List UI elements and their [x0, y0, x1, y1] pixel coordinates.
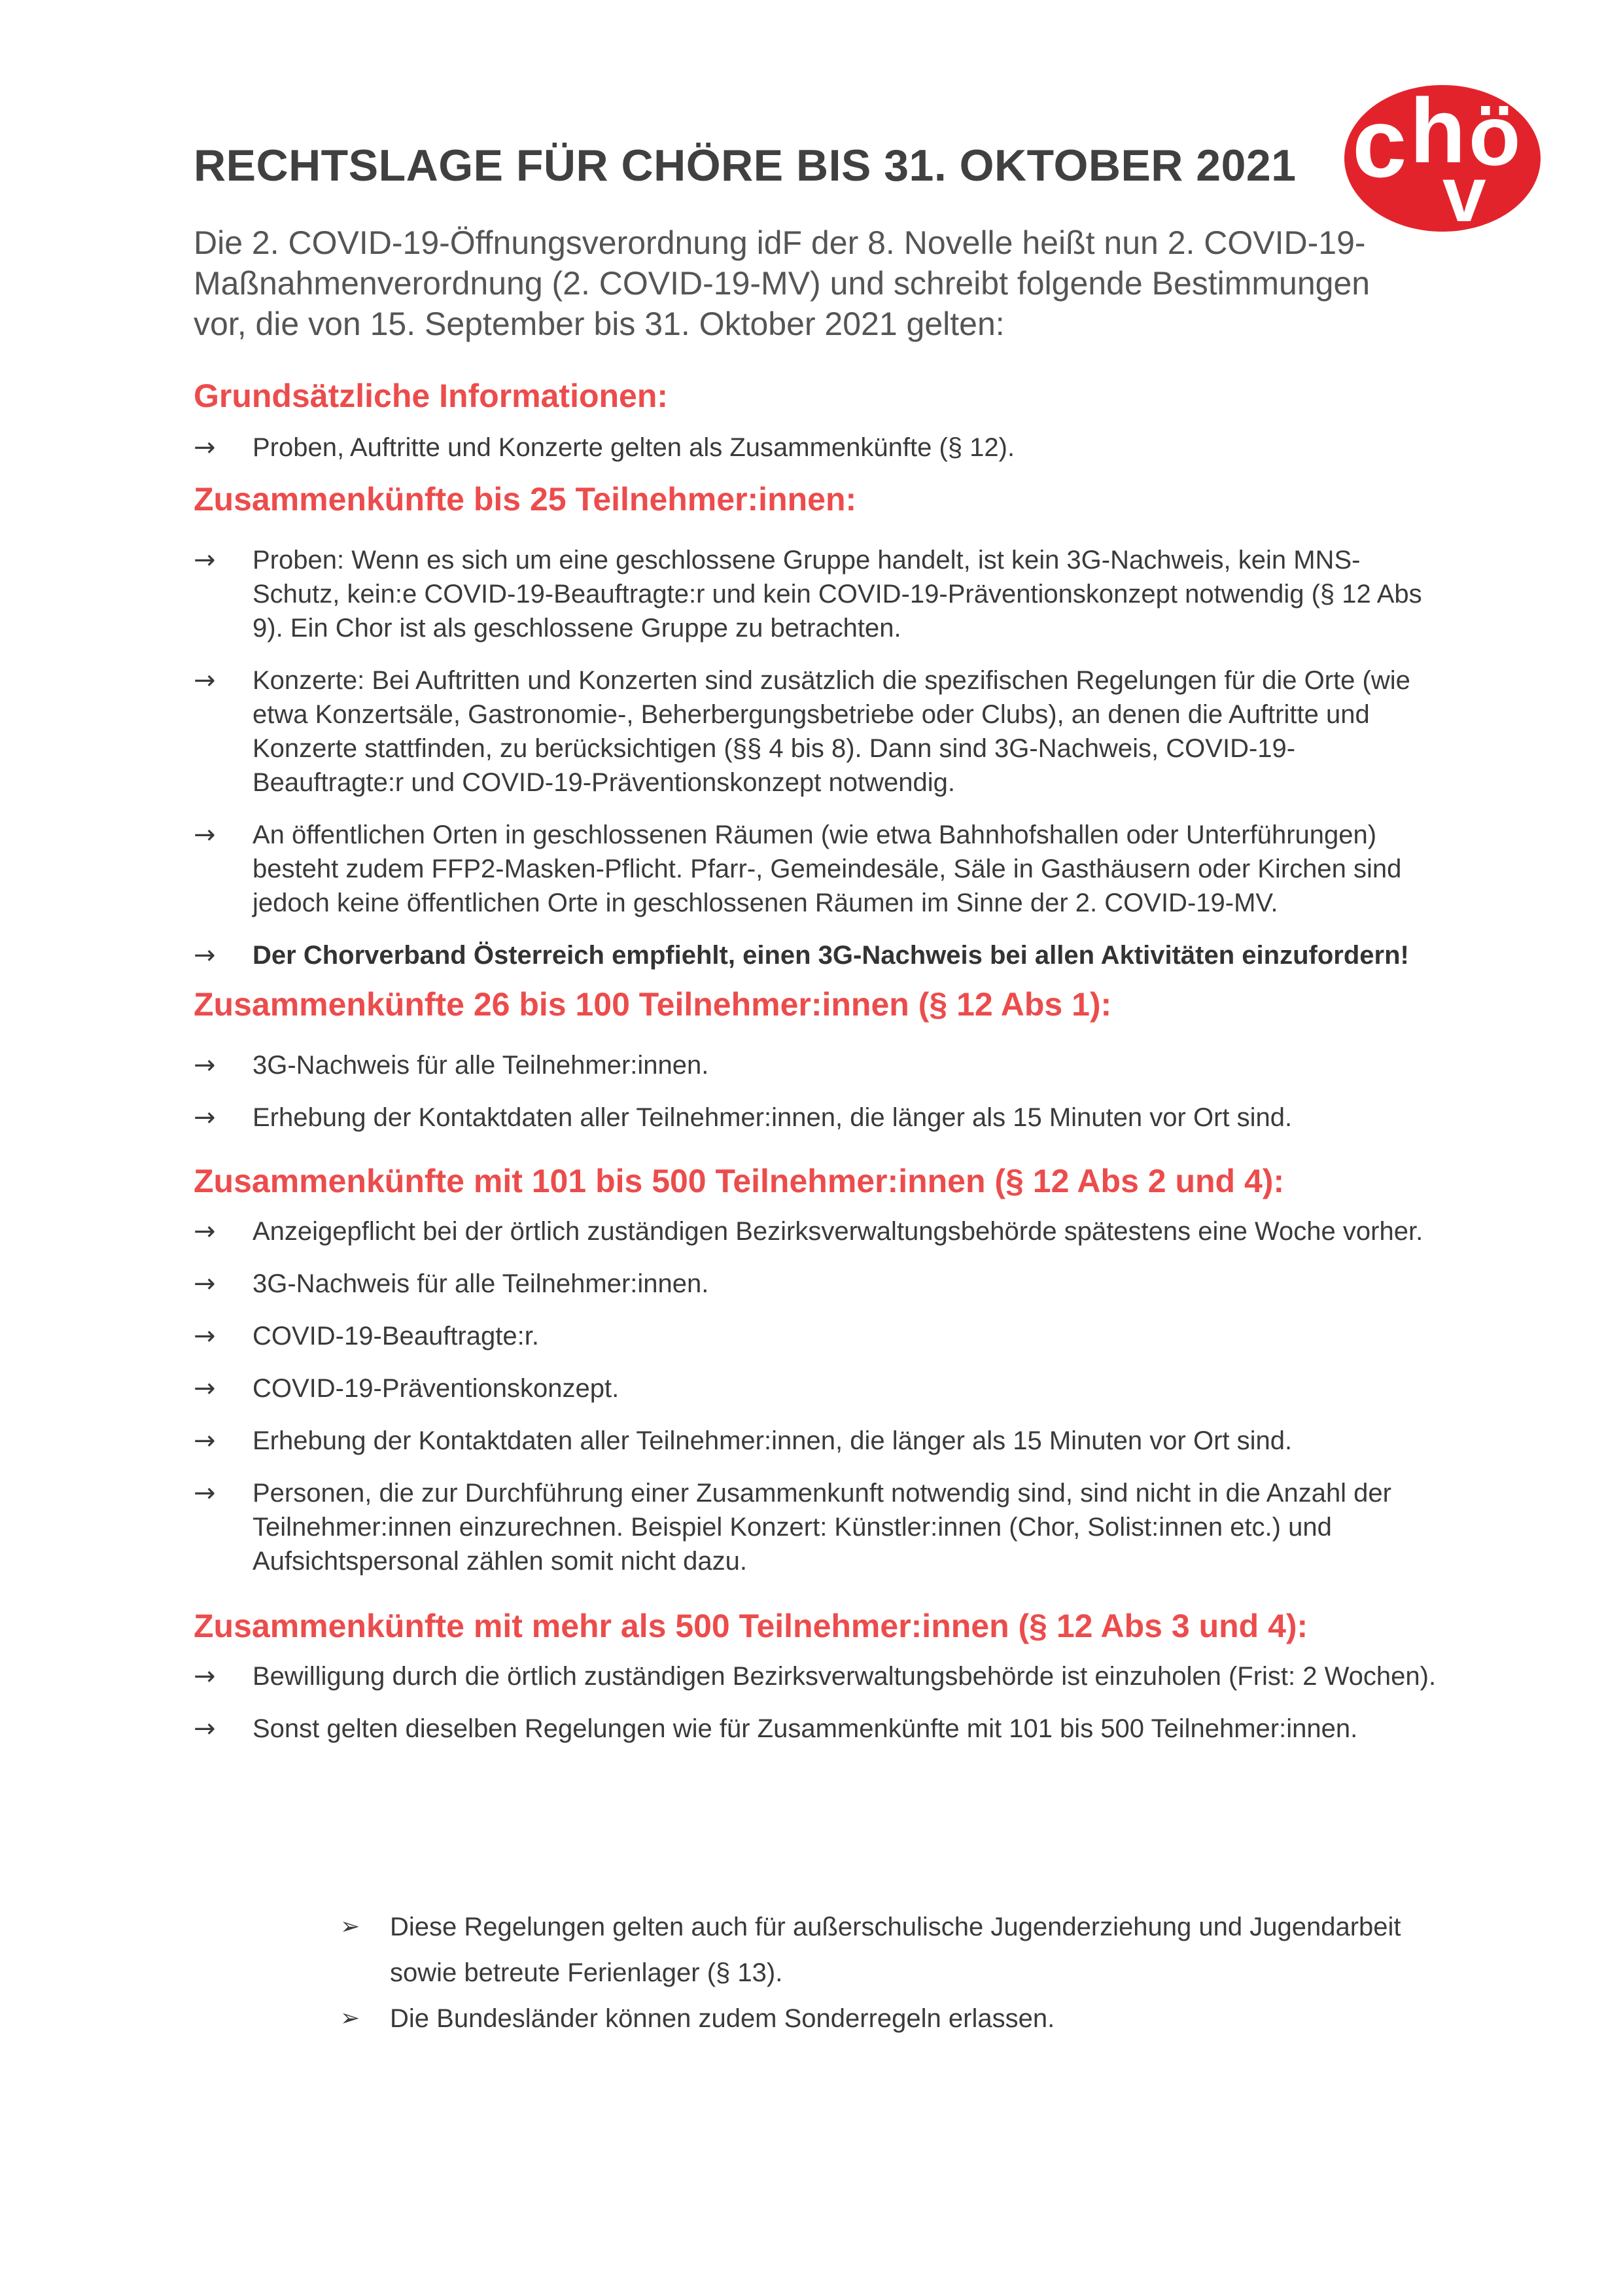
arrowhead-bullet-icon: ➢ — [340, 1913, 360, 1940]
list-item-text: Personen, die zur Durchführung einer Zusammenkunft notwendig sind, sind nicht in die Anzahl der Teilnehmer:innen einzurechnen. Beispiel Konzert: Künstler:innen (Chor, Solist:innen etc.) und Aufsichtspersonal zählen somit nicht dazu. — [253, 1479, 1391, 1576]
note-item — [340, 1904, 1452, 1996]
list-item-text: 3G-Nachweis für alle Teilnehmer:innen. — [253, 1051, 709, 1080]
list-item — [194, 1319, 1437, 1353]
list-item-text: COVID-19-Präventionskonzept. — [253, 1374, 620, 1403]
bullet-list — [194, 1048, 1437, 1135]
list-item-text: Konzerte: Bei Auftritten und Konzerten sind zusätzlich die spezifischen Regelungen für die Orte (wie etwa Konzertsäle, Gastronomie-, Beherbergungsbetriebe oder Clubs), an denen die Auftritte und Konzerte stattfinden, zu berücksichtigen (§§ 4 bis 8). Dann sind 3G-Nachweis, COVID-19-Beauftragte:r und COVID-19-Präventionskonzept notwendig. — [253, 666, 1410, 797]
logo-letter-o: ö — [1469, 88, 1521, 183]
note-item — [340, 1996, 1452, 2041]
notes-list — [340, 1904, 1452, 2041]
arrow-right-icon: → — [194, 1216, 216, 1246]
arrow-right-icon: → — [194, 433, 216, 463]
section-26-to-100 — [194, 984, 1437, 1135]
arrow-right-icon: → — [194, 545, 216, 575]
list-item-recommendation — [194, 938, 1437, 972]
page-title: RECHTSLAGE FÜR CHÖRE BIS 31. OKTOBER 2021 — [194, 141, 1297, 190]
section-general-info — [194, 376, 1437, 465]
list-item — [194, 1659, 1437, 1693]
note-text: Die Bundesländer können zudem Sonderregeln erlassen. — [390, 2004, 1055, 2033]
arrow-right-icon: → — [194, 1661, 216, 1691]
list-item — [194, 1267, 1437, 1301]
arrowhead-bullet-icon: ➢ — [340, 2005, 360, 2032]
arrow-right-icon: → — [194, 1103, 216, 1133]
arrow-right-icon: → — [194, 940, 216, 970]
bullet-list — [194, 543, 1437, 972]
arrow-right-icon: → — [194, 820, 216, 850]
arrow-right-icon: → — [194, 1478, 216, 1508]
arrow-right-icon: → — [194, 1426, 216, 1456]
arrow-right-icon: → — [194, 1321, 216, 1351]
section-101-to-500 — [194, 1161, 1437, 1578]
list-item — [194, 663, 1437, 800]
list-item — [194, 1048, 1437, 1082]
section-heading: Zusammenkünfte 26 bis 100 Teilnehmer:innen (§ 12 Abs 1): — [194, 986, 1112, 1023]
arrow-right-icon: → — [194, 1373, 216, 1404]
list-item-text: 3G-Nachweis für alle Teilnehmer:innen. — [253, 1269, 709, 1298]
list-item-text: Erhebung der Kontaktdaten aller Teilnehmer:innen, die länger als 15 Minuten vor Ort sind. — [253, 1426, 1293, 1455]
arrow-right-icon: → — [194, 1714, 216, 1744]
list-item — [194, 1476, 1437, 1578]
arrow-right-icon: → — [194, 665, 216, 696]
list-item-text: Proben, Auftritte und Konzerte gelten als Zusammenkünfte (§ 12). — [253, 433, 1015, 462]
arrow-right-icon: → — [194, 1269, 216, 1299]
note-text: Diese Regelungen gelten auch für außerschulische Jugenderziehung und Jugendarbeit sowie betreute Ferienlager (§ 13). — [390, 1913, 1401, 1987]
list-item — [194, 818, 1437, 920]
section-heading: Zusammenkünfte mit 101 bis 500 Teilnehmer:innen (§ 12 Abs 2 und 4): — [194, 1163, 1285, 1199]
list-item — [194, 431, 1437, 465]
logo-letter-c: c — [1352, 88, 1407, 198]
list-item — [194, 1101, 1437, 1135]
list-item-text: Erhebung der Kontaktdaten aller Teilnehmer:innen, die länger als 15 Minuten vor Ort sind. — [253, 1103, 1293, 1132]
list-item-text: COVID-19-Beauftragte:r. — [253, 1322, 539, 1351]
section-heading: Zusammenkünfte mit mehr als 500 Teilnehmer:innen (§ 12 Abs 3 und 4): — [194, 1608, 1308, 1644]
list-item — [194, 1424, 1437, 1458]
list-item-text: Anzeigepflicht bei der örtlich zuständigen Bezirksverwaltungsbehörde spätestens eine Woche vorher. — [253, 1217, 1423, 1246]
section-heading: Grundsätzliche Informationen: — [194, 378, 669, 414]
chorverband-logo — [1338, 79, 1547, 236]
arrow-right-icon: → — [194, 1050, 216, 1080]
list-item — [194, 543, 1437, 645]
list-item-text: An öffentlichen Orten in geschlossenen Räumen (wie etwa Bahnhofshallen oder Unterführungen) besteht zudem FFP2-Masken-Pflicht. Pfarr-, Gemeindesäle, Säle in Gasthäusern oder Kirchen sind jedoch keine öffentlichen Orte in geschlossenen Räumen im Sinne der 2. COVID-19-MV. — [253, 821, 1402, 917]
logo-letter-v: v — [1442, 150, 1486, 236]
list-item-text: Bewilligung durch die örtlich zuständigen Bezirksverwaltungsbehörde ist einzuholen (Frist: 2 Wochen). — [253, 1662, 1437, 1691]
intro-paragraph: Die 2. COVID-19-Öffnungsverordnung idF der 8. Novelle heißt nun 2. COVID-19-Maßnahmenverordnung (2. COVID-19-MV) und schreibt folgende Bestimmungen vor, die von 15. September bis 31. Oktober 2021 gelten: — [194, 224, 1370, 342]
bullet-list — [194, 1214, 1437, 1578]
list-item — [194, 1712, 1437, 1746]
section-over-500 — [194, 1606, 1437, 1746]
document-body — [194, 376, 1437, 1746]
list-item — [194, 1214, 1437, 1248]
bullet-list — [194, 431, 1437, 465]
list-item-text: Der Chorverband Österreich empfiehlt, einen 3G-Nachweis bei allen Aktivitäten einzufordern! — [253, 941, 1409, 970]
list-item-text: Sonst gelten dieselben Regelungen wie für Zusammenkünfte mit 101 bis 500 Teilnehmer:innen. — [253, 1714, 1358, 1743]
list-item-text: Proben: Wenn es sich um eine geschlossene Gruppe handelt, ist kein 3G-Nachweis, kein MNS-Schutz, kein:e COVID-19-Beauftragte:r und kein COVID-19-Präventionskonzept notwendig (§ 12 Abs 9). Ein Chor ist als geschlossene Gruppe zu betrachten. — [253, 546, 1422, 643]
section-heading: Zusammenkünfte bis 25 Teilnehmer:innen: — [194, 481, 857, 518]
logo-letter-h: h — [1410, 79, 1466, 182]
bullet-list — [194, 1659, 1437, 1746]
list-item — [194, 1371, 1437, 1405]
section-up-to-25 — [194, 479, 1437, 972]
